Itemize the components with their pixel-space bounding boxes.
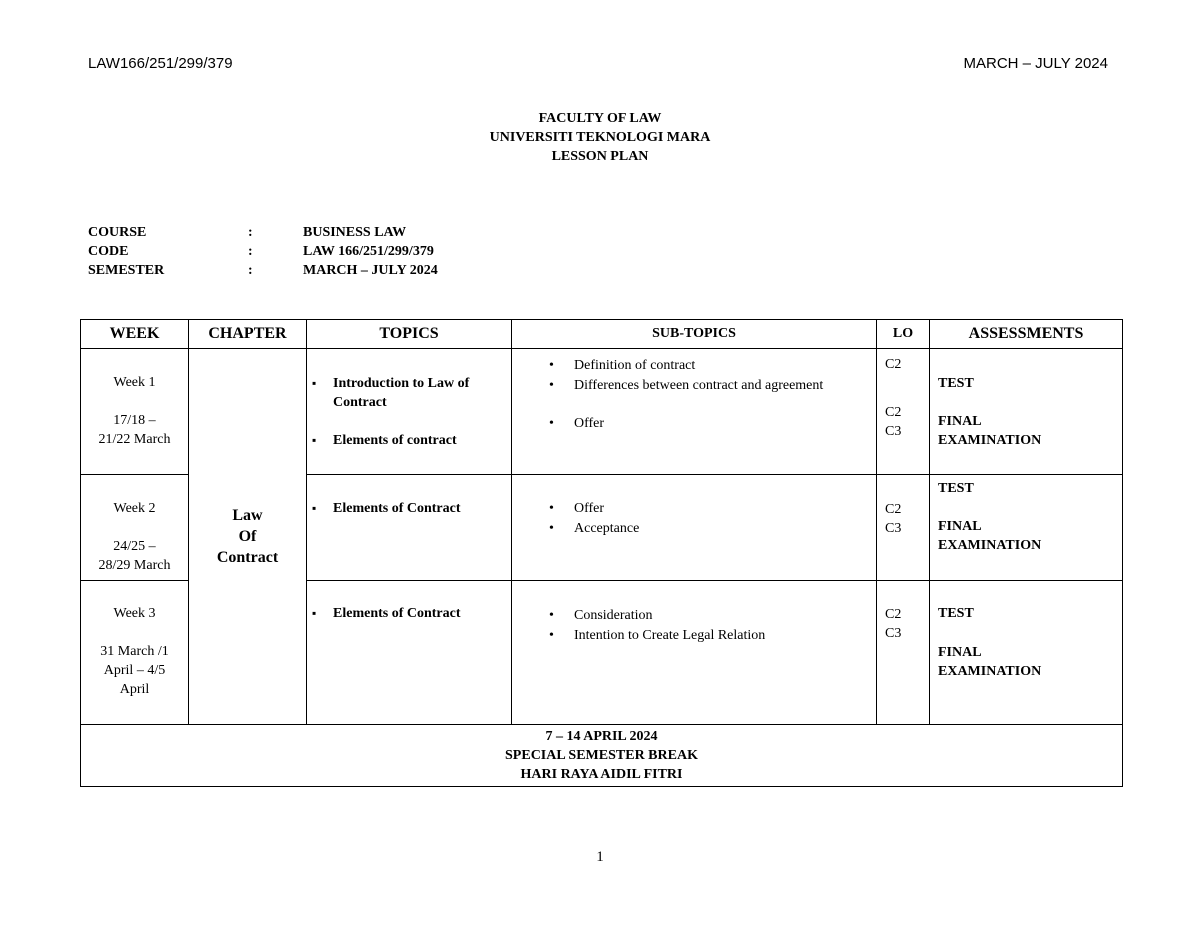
info-label: COURSE xyxy=(88,225,147,240)
lo-value: C2 xyxy=(885,607,902,622)
assessment-item: TEST xyxy=(938,606,974,621)
table-row xyxy=(81,349,1123,475)
assessments-cell xyxy=(930,581,1123,725)
week-date: 17/18 – xyxy=(113,413,156,428)
lo-value: C3 xyxy=(885,521,902,536)
lo-cell xyxy=(877,349,930,475)
table-header-row xyxy=(81,320,1123,349)
info-label: CODE xyxy=(88,244,129,259)
lo-cell xyxy=(877,475,930,581)
lo-value: C3 xyxy=(885,424,902,439)
week-cell xyxy=(81,475,189,581)
week-date: 31 March /1 xyxy=(100,644,169,659)
chapter-cell xyxy=(189,349,307,725)
topic-item: ▪ Elements of Contract xyxy=(333,499,505,518)
lo-value: C2 xyxy=(885,357,902,372)
header-semester: MARCH – JULY 2024 xyxy=(963,55,1108,72)
week-date: April – 4/5 xyxy=(103,663,166,678)
lo-value: C2 xyxy=(885,405,902,420)
header-topics: TOPICS xyxy=(307,320,512,349)
chapter-line: Of xyxy=(238,528,257,545)
subtopics-cell xyxy=(512,475,877,581)
info-value: MARCH – JULY 2024 xyxy=(303,263,438,278)
assessment-item: FINAL xyxy=(938,414,982,429)
course-info xyxy=(88,223,438,280)
assessment-item: TEST xyxy=(938,481,974,496)
subtopic-item: • Offer xyxy=(574,414,868,434)
topic-item: ▪ Introduction to Law of Contract xyxy=(333,374,505,412)
info-value: LAW 166/251/299/379 xyxy=(303,244,434,259)
course-info-row xyxy=(88,242,438,261)
info-colon: : xyxy=(248,225,253,240)
header-subtopics: SUB-TOPICS xyxy=(512,320,877,349)
subtopics-cell xyxy=(512,349,877,475)
info-label: SEMESTER xyxy=(88,263,165,278)
break-dates: 7 – 14 APRIL 2024 xyxy=(545,729,658,744)
info-colon: : xyxy=(248,244,253,259)
break-title: SPECIAL SEMESTER BREAK xyxy=(505,748,698,763)
topics-cell xyxy=(307,349,512,475)
subtopic-item: • Definition of contract xyxy=(574,356,868,376)
course-info-row xyxy=(88,223,438,242)
lo-cell xyxy=(877,581,930,725)
course-info-row xyxy=(88,261,438,280)
week-label: Week 3 xyxy=(113,606,156,621)
assessments-cell xyxy=(930,349,1123,475)
week-label: Week 1 xyxy=(113,375,156,390)
subtopic-item: • Differences between contract and agreement xyxy=(574,376,868,396)
topics-cell xyxy=(307,475,512,581)
info-colon: : xyxy=(248,263,253,278)
week-label: Week 2 xyxy=(113,501,156,516)
subtopic-item: • Offer xyxy=(574,499,868,519)
header-assessments: ASSESSMENTS xyxy=(930,320,1123,349)
semester-break-cell xyxy=(81,725,1123,787)
assessment-item: EXAMINATION xyxy=(938,538,1042,553)
assessment-item: FINAL xyxy=(938,645,982,660)
subtopic-item: • Acceptance xyxy=(574,519,868,539)
assessments-cell xyxy=(930,475,1123,581)
assessment-item: EXAMINATION xyxy=(938,664,1042,679)
week-cell xyxy=(81,349,189,475)
assessment-item: EXAMINATION xyxy=(938,433,1042,448)
topic-item: ▪ Elements of contract xyxy=(333,431,505,450)
subtopics-cell xyxy=(512,581,877,725)
chapter-line: Law xyxy=(232,507,263,524)
assessment-item: FINAL xyxy=(938,519,982,534)
university-title: UNIVERSITI TEKNOLOGI MARA xyxy=(489,130,711,145)
subtopic-item: • Intention to Create Legal Relation xyxy=(574,626,868,646)
faculty-title: FACULTY OF LAW xyxy=(538,111,662,126)
lo-value: C3 xyxy=(885,626,902,641)
topics-cell xyxy=(307,581,512,725)
week-date: April xyxy=(119,682,150,697)
break-holiday: HARI RAYA AIDIL FITRI xyxy=(520,767,683,782)
semester-break-row xyxy=(81,725,1123,787)
subtopic-item: • Consideration xyxy=(574,606,868,626)
lesson-plan-title: LESSON PLAN xyxy=(551,149,649,164)
week-date: 21/22 March xyxy=(98,432,171,447)
lo-value: C2 xyxy=(885,502,902,517)
week-date: 24/25 – xyxy=(113,539,156,554)
chapter-line: Contract xyxy=(216,549,279,566)
header-week: WEEK xyxy=(81,320,189,349)
assessment-item: TEST xyxy=(938,376,974,391)
document-title xyxy=(0,109,1200,166)
info-value: BUSINESS LAW xyxy=(303,225,407,240)
topic-item: ▪ Elements of Contract xyxy=(333,604,505,623)
header-course-code: LAW166/251/299/379 xyxy=(88,55,233,72)
page-number: 1 xyxy=(596,849,604,865)
lesson-plan-table xyxy=(80,319,1123,787)
header-lo: LO xyxy=(877,320,930,349)
header-chapter: CHAPTER xyxy=(189,320,307,349)
week-date: 28/29 March xyxy=(98,558,171,573)
week-cell xyxy=(81,581,189,725)
